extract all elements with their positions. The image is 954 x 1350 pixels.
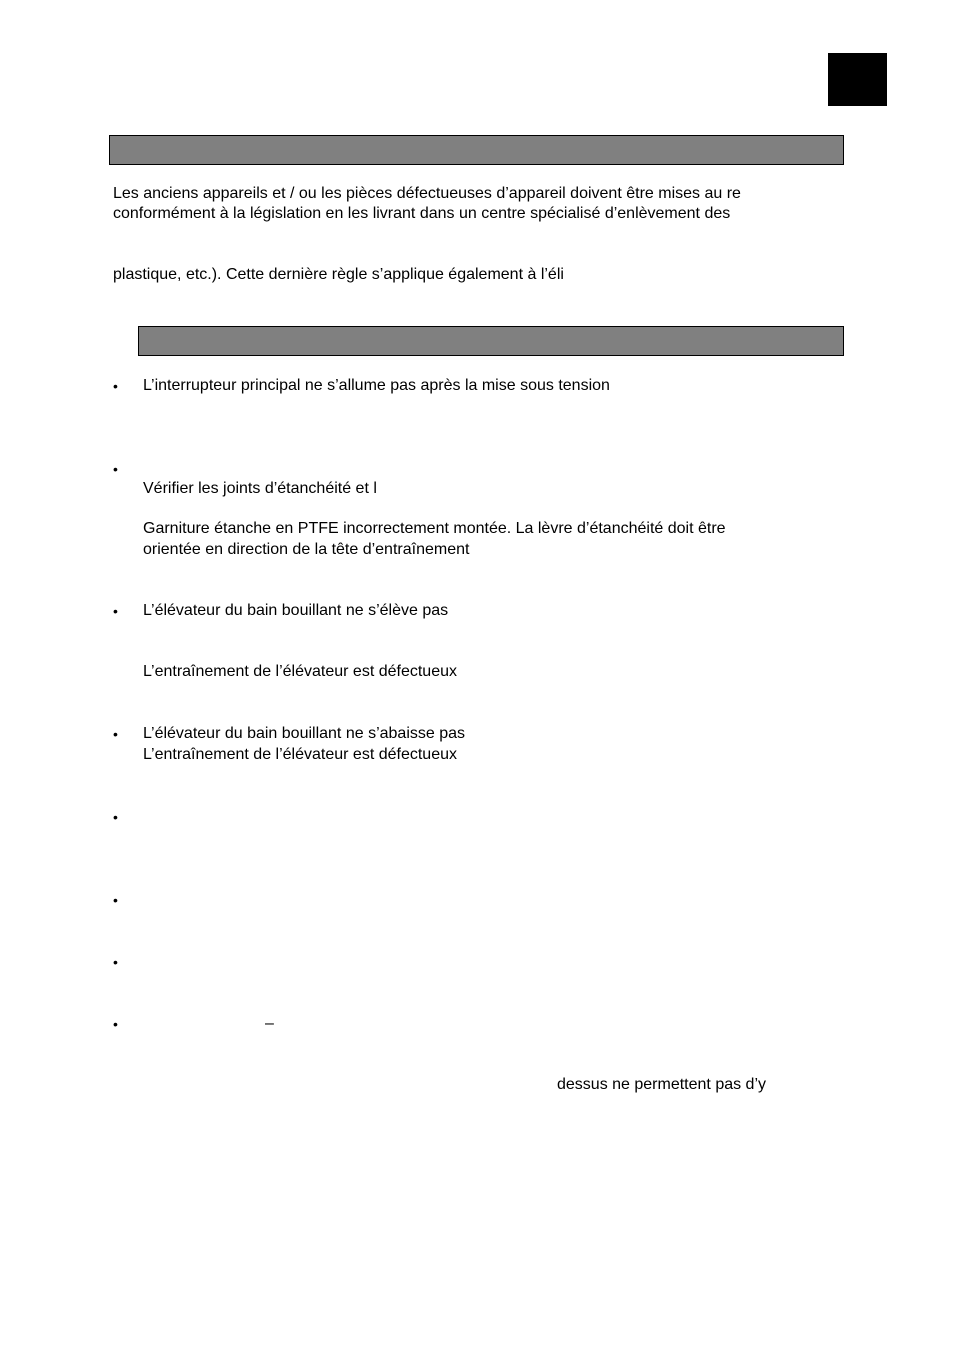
disposal-text-line-2: conformément à la législation en les livrant dans un centre spécialisé d’enlèvement des (113, 205, 731, 222)
fault-item-lift-down: L’élévateur du bain bouillant ne s’abaisse pas (143, 725, 466, 742)
section-header-bar-troubleshooting (138, 326, 844, 356)
bullet-icon: • (113, 378, 118, 394)
fault-item-seals-line-1: Vérifier les joints d’étanchéité et l (143, 480, 377, 497)
bullet-icon: • (113, 461, 118, 477)
disposal-text-line-1: Les anciens appareils et / ou les pièces défectueuses d’appareil doivent être mises au re (113, 185, 741, 202)
bullet-icon: • (113, 726, 118, 742)
fault-item-seals-line-2: Garniture étanche en PTFE incorrectement montée. La lèvre d’étanchéité doit être (143, 520, 726, 537)
fault-item-lift-up: L’élévateur du bain bouillant ne s’élève pas (143, 602, 449, 619)
bullet-icon: • (113, 954, 118, 970)
section-header-bar-disposal (109, 135, 844, 165)
bullet-icon: • (113, 809, 118, 825)
fault-item-main-switch: L’interrupteur principal ne s’allume pas après la mise sous tension (143, 377, 610, 394)
bullet-icon: • (113, 892, 118, 908)
fault-item-lift-up-cause: L’entraînement de l’élévateur est défectueux (143, 663, 457, 680)
trailing-text-fragment: dessus ne permettent pas d’y (557, 1076, 767, 1093)
bullet-icon: • (113, 1016, 118, 1032)
page-marker-block (828, 53, 887, 106)
fault-item-dash: – (265, 1015, 274, 1032)
disposal-text-line-3: plastique, etc.). Cette dernière règle s’applique également à l’éli (113, 266, 564, 283)
bullet-icon: • (113, 603, 118, 619)
fault-item-lift-down-cause: L’entraînement de l’élévateur est défectueux (143, 746, 457, 763)
fault-item-seals-line-3: orientée en direction de la tête d’entraînement (143, 541, 470, 558)
